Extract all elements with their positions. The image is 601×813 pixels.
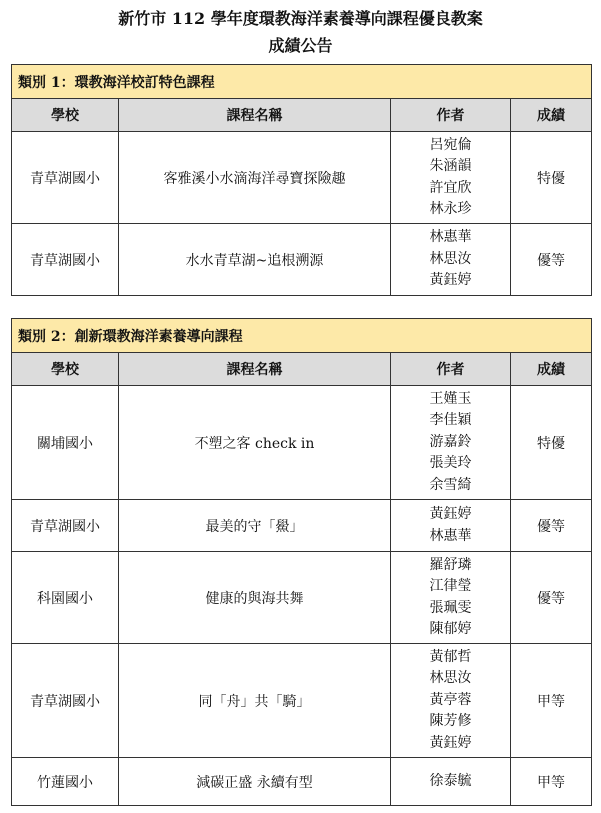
table-row	[12, 224, 592, 296]
course-cell: 水水青草湖~追根溯源	[119, 224, 391, 296]
author-name: 林惠華	[429, 527, 472, 544]
header-school: 學校	[12, 353, 119, 386]
course-cell: 減碳正盛 永續有型	[119, 758, 391, 806]
table-row	[12, 644, 592, 758]
authors-cell	[391, 758, 511, 806]
document-title: 新竹市 112 學年度環教海洋素養導向課程優良教案	[118, 9, 483, 28]
course-cell: 最美的守「鱟」	[119, 500, 391, 552]
grade-cell: 甲等	[511, 644, 592, 758]
author-name: 徐泰毓	[429, 772, 472, 789]
authors-cell	[391, 644, 511, 758]
author-name: 黃亭蓉	[429, 691, 472, 708]
header-course: 課程名稱	[119, 353, 391, 386]
category-2-table	[11, 318, 592, 806]
table-row	[12, 552, 592, 644]
author-name: 黃鈺婷	[429, 734, 472, 751]
school-cell: 關埔國小	[12, 386, 119, 500]
author-name: 黃鈺婷	[429, 506, 472, 522]
author-name: 陳郁婷	[429, 621, 472, 637]
school-cell: 竹蓮國小	[12, 758, 119, 806]
course-cell: 健康的與海共舞	[119, 552, 391, 644]
author-name: 黃鈺婷	[429, 272, 472, 289]
author-name: 余雪綺	[429, 476, 472, 493]
header-school: 學校	[12, 99, 119, 132]
authors-cell	[391, 132, 511, 224]
author-name: 呂宛倫	[429, 136, 472, 153]
course-cell: 客雅溪小水滴海洋尋寶探險趣	[119, 132, 391, 224]
school-cell: 青草湖國小	[12, 500, 119, 552]
grade-cell: 優等	[511, 500, 592, 552]
grade-cell: 優等	[511, 552, 592, 644]
author-name: 羅舒璘	[429, 556, 472, 573]
authors-cell	[391, 552, 511, 644]
table-row	[12, 132, 592, 224]
authors-cell	[391, 500, 511, 552]
table-row	[12, 386, 592, 500]
grade-cell: 甲等	[511, 758, 592, 806]
category-2-label: 類別 2：創新環教海洋素養導向課程	[12, 319, 592, 353]
header-grade: 成績	[511, 353, 592, 386]
authors-cell	[391, 224, 511, 296]
author-name: 林思汝	[429, 670, 472, 687]
author-name: 張美玲	[429, 455, 472, 472]
author-name: 林永珍	[429, 201, 472, 217]
table-row	[12, 758, 592, 806]
school-cell: 青草湖國小	[12, 132, 119, 224]
author-name: 李佳穎	[429, 412, 472, 429]
authors-cell	[391, 386, 511, 500]
author-name: 許宜欣	[429, 179, 472, 196]
author-name: 江律瑩	[429, 578, 472, 594]
grade-cell: 優等	[511, 224, 592, 296]
document-subtitle: 成績公告	[268, 36, 333, 55]
header-grade: 成績	[511, 99, 592, 132]
header-authors: 作者	[391, 353, 511, 386]
author-name: 游嘉鈴	[429, 433, 472, 450]
table-row	[12, 500, 592, 552]
course-cell: 不塑之客 check in	[119, 386, 391, 500]
author-name: 張珮雯	[429, 599, 472, 616]
author-name: 陳芳修	[429, 713, 472, 730]
school-cell: 科園國小	[12, 552, 119, 644]
school-cell: 青草湖國小	[12, 644, 119, 758]
author-name: 林惠華	[429, 229, 472, 246]
grade-cell: 特優	[511, 132, 592, 224]
category-1-table	[11, 64, 592, 296]
header-authors: 作者	[391, 99, 511, 132]
author-name: 朱涵韻	[429, 158, 472, 174]
author-name: 王嫤玉	[429, 390, 472, 407]
grade-cell: 特優	[511, 386, 592, 500]
header-course: 課程名稱	[119, 99, 391, 132]
author-name: 林思汝	[429, 250, 472, 267]
category-1-label: 類別 1：環教海洋校訂特色課程	[12, 65, 592, 99]
course-cell: 同「舟」共「騎」	[119, 644, 391, 758]
school-cell: 青草湖國小	[12, 224, 119, 296]
author-name: 黃郁哲	[429, 648, 472, 665]
